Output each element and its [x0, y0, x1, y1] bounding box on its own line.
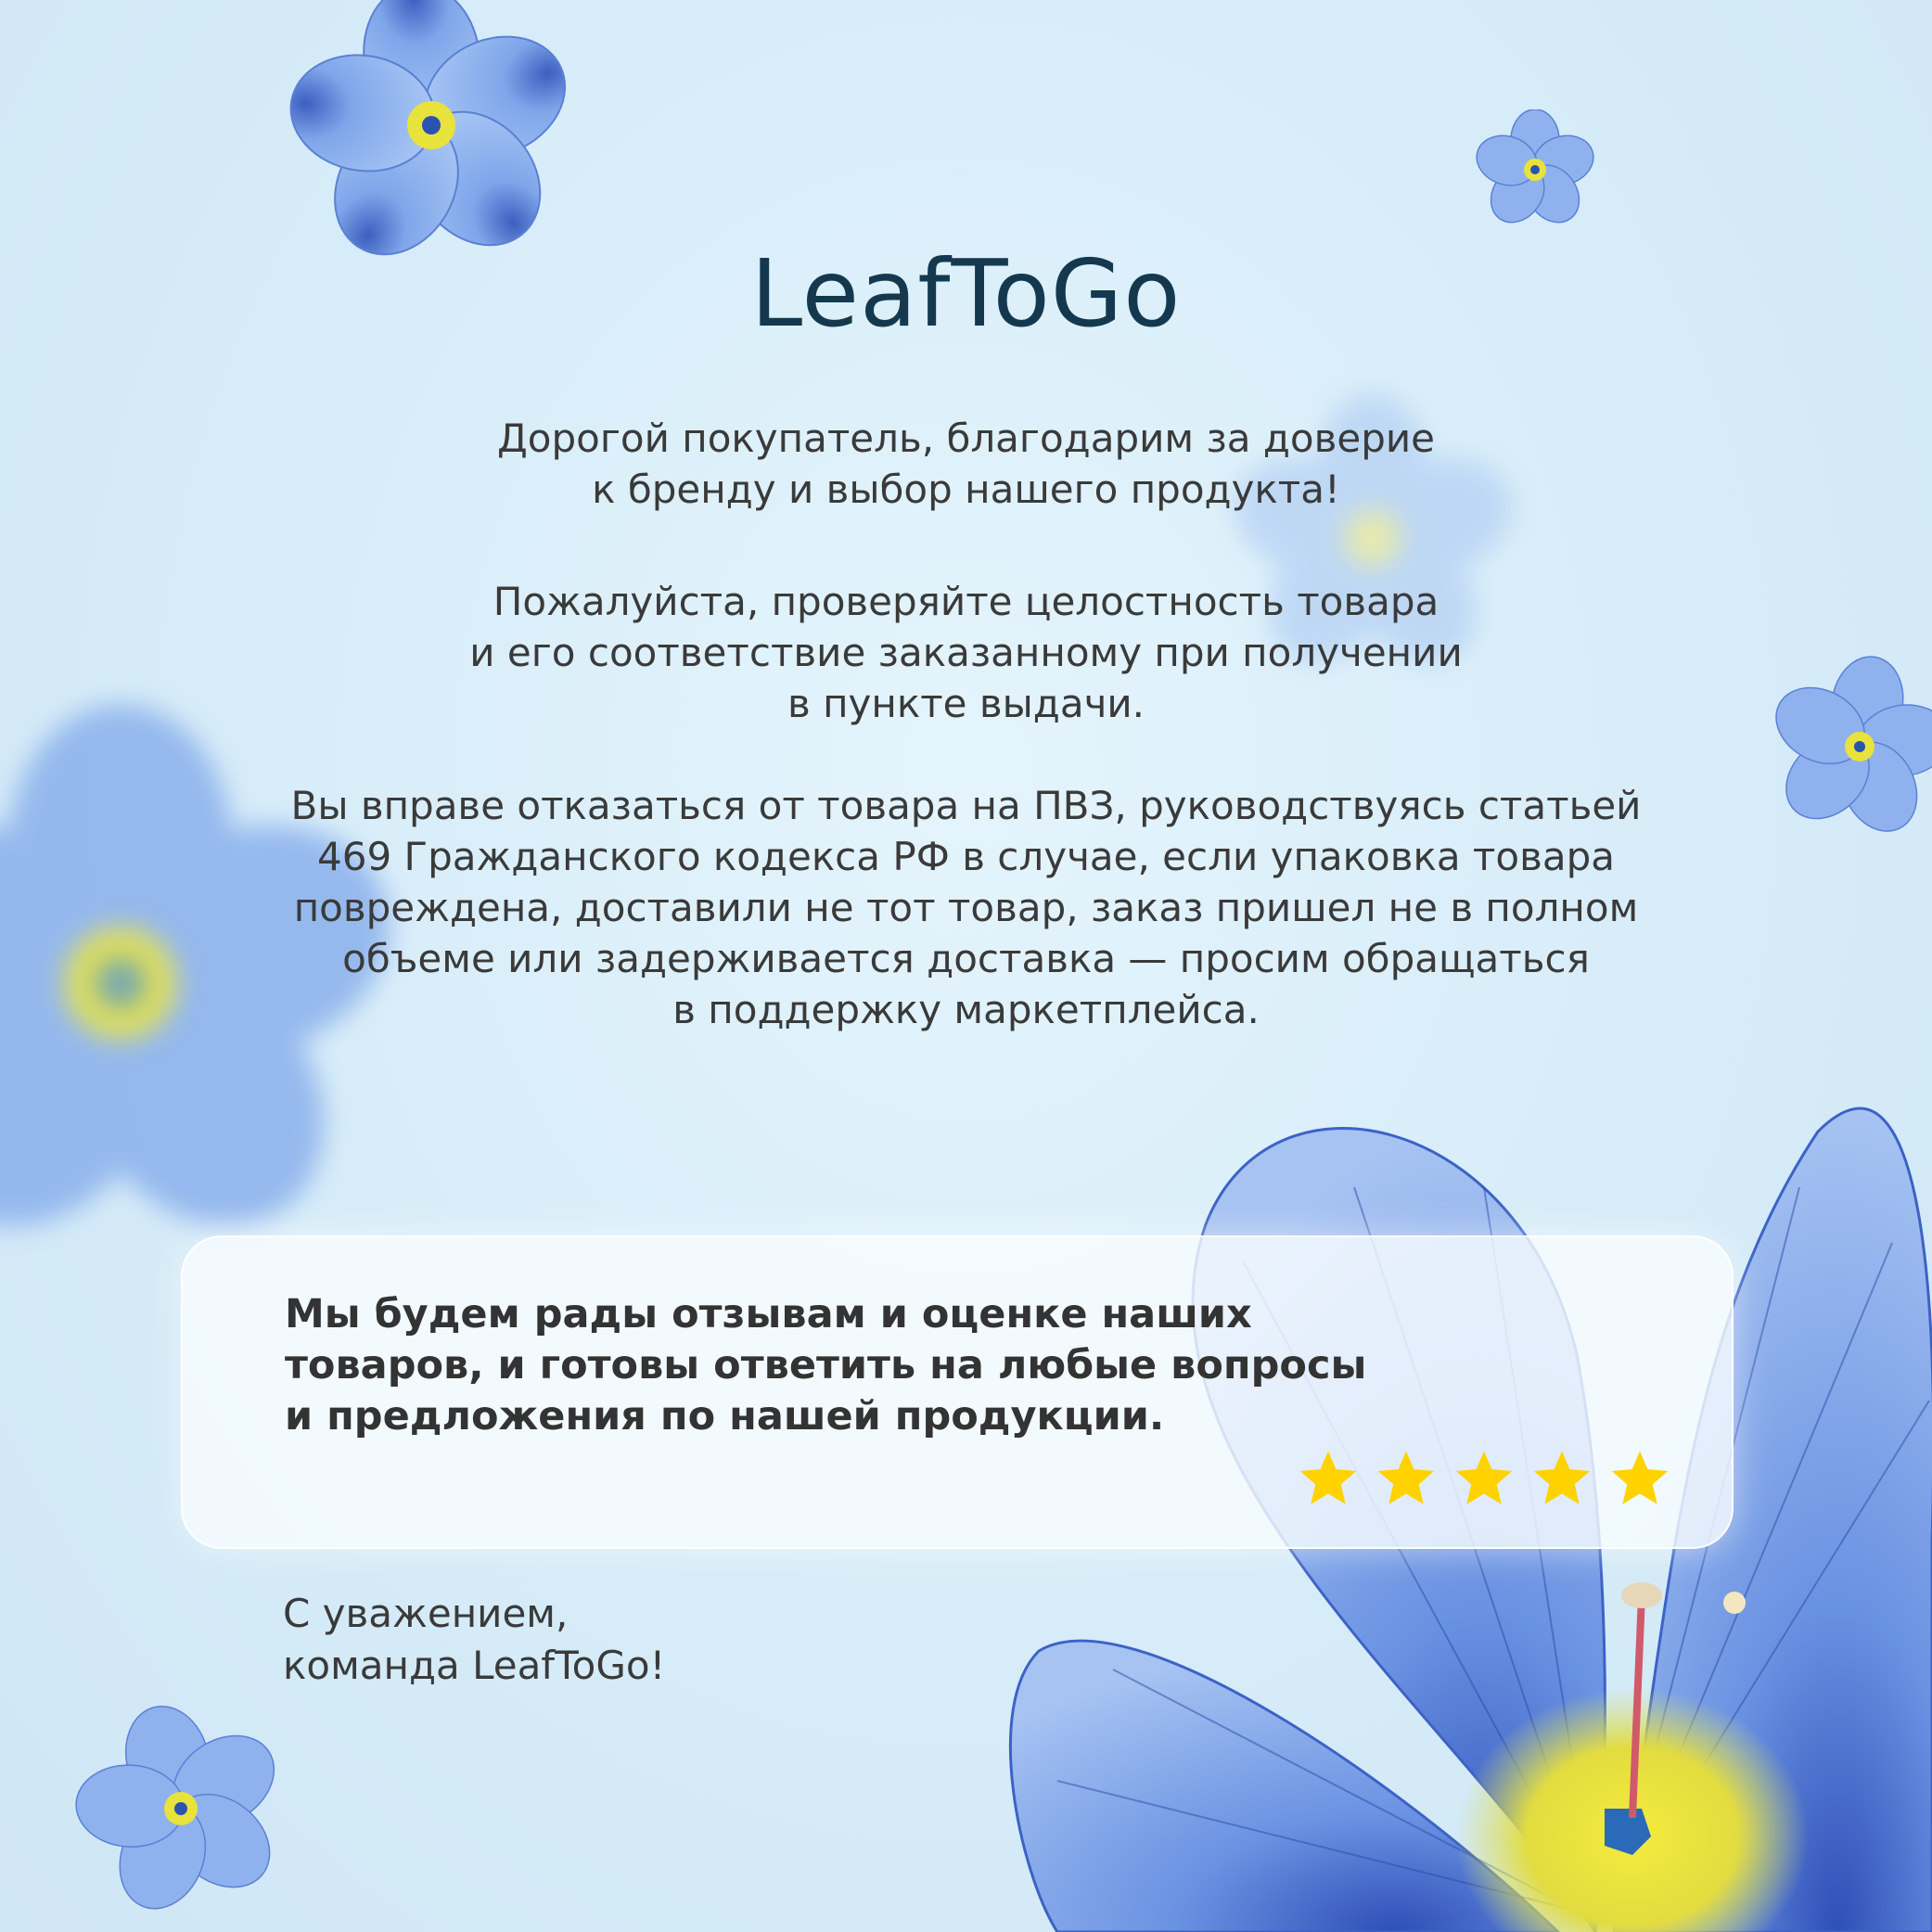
flax-flower-top-right — [1470, 109, 1600, 230]
signature-line: команда LeafToGo! — [283, 1643, 666, 1688]
brand-logo: LeafToGo — [750, 239, 1182, 348]
check-notice-text — [0, 576, 1932, 729]
review-card-line: товаров, и готовы ответить на любые вопросы — [285, 1342, 1367, 1388]
review-card-line: и предложения по нашей продукции. — [285, 1393, 1165, 1439]
review-card-line: Мы будем рады отзывам и оценке наших — [285, 1291, 1252, 1337]
greeting-line: к бренду и выбор нашего продукта! — [592, 467, 1340, 512]
refusal-notice-line: в поддержку маркетплейса. — [672, 987, 1260, 1032]
refusal-notice-line: Вы вправе отказаться от товара на ПВЗ, руководствуясь статьей — [290, 783, 1642, 828]
greeting-line: Дорогой покупатель, благодарим за доверие — [496, 416, 1435, 461]
review-card-text — [285, 1289, 1366, 1442]
check-notice-line: и его соответствие заказанному при получении — [469, 630, 1463, 675]
star-icon — [1298, 1449, 1359, 1508]
signature — [283, 1588, 665, 1692]
star-icon — [1609, 1449, 1670, 1508]
signature-line: С уважением, — [283, 1591, 569, 1636]
greeting-text — [0, 413, 1932, 515]
review-card — [181, 1235, 1734, 1549]
rating-stars — [1298, 1449, 1670, 1508]
refusal-notice-text — [0, 780, 1932, 1035]
check-notice-line: Пожалуйста, проверяйте целостность товара — [493, 579, 1439, 624]
check-notice-line: в пункте выдачи. — [787, 681, 1145, 726]
flax-flower-top-left — [269, 0, 594, 260]
refusal-notice-line: 469 Гражданского кодекса РФ в случае, если упаковка товара — [317, 834, 1615, 879]
refusal-notice-line: повреждена, доставили не тот товар, заказ пришел не в полном — [293, 885, 1639, 930]
flax-flower-bottom-left — [74, 1702, 288, 1915]
refusal-notice-line: объеме или задерживается доставка — просим обращаться — [342, 936, 1590, 981]
star-icon — [1375, 1449, 1437, 1508]
star-icon — [1531, 1449, 1593, 1508]
star-icon — [1453, 1449, 1515, 1508]
